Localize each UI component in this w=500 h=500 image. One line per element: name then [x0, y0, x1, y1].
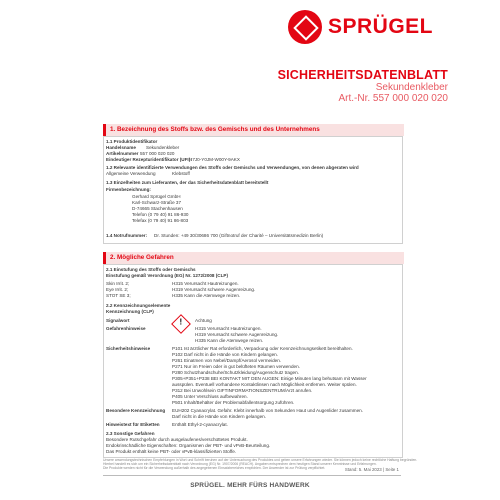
class-value: H319 Verursacht schwere Augenreizung. [172, 287, 256, 292]
special-value: EUH202 Cyanacrylat. Gefahr. Klebt innerhalb von Sekunden Haut und Augenlider zusammen. [172, 408, 364, 413]
s1-2-heading: 1.2 Relevante identifizierte Verwendungen des Stoffs oder Gemischs und Verwendungen, von denen abgeraten wird [106, 165, 359, 170]
precaution-line: ausspülen. Eventuell vorhandene Kontaktlinsen nach Möglichkeit entfernen. Weiter spülen. [172, 382, 357, 387]
supplier-line: Telefax (0 79 40) 91 86-803 [132, 218, 189, 223]
ufi-label: Eindeutiger Rezepturidentifikator (UFI): [106, 157, 192, 162]
section-2-title: 2. Mögliche Gefahren [110, 254, 174, 261]
signal-value: Achtung [195, 318, 212, 323]
precaution-line: P305+P351+P338 BEI KONTAKT MIT DEN AUGEN: Einige Minuten lang behutsam mit Wasser [172, 376, 367, 381]
use-label: Allgemeine Verwendung [106, 171, 156, 176]
footer-disclaimer: Hierbei handelt es sich um ein Sicherheitsdatenblatt nach Verordnung (EG) Nr. 1907/2006 (REACH). Angaben entsprechen dem heutigen Stand unserer Kenntnisse und Erfahrungen. [103, 462, 377, 466]
label-hint-label: Hinweistext für Etiketten [106, 422, 160, 427]
precaution-line: P280 Schutzhandschuhe/Schutzkleidung/Augenschutz tragen. [172, 370, 299, 375]
supplier-line: Karl-Schwarz-Straße 37 [132, 200, 182, 205]
other-hazard: Besondere Rutschgefahr durch ausgelaufenes/verschüttetes Produkt. [106, 437, 248, 442]
class-value: H335 Kann die Atemwege reizen. [172, 293, 241, 298]
s2-1-heading: 2.1 Einstufung des Stoffs oder Gemischs [106, 267, 196, 272]
ufi-value: H7J0-Y0JM-W00Y-9AKX [189, 157, 240, 162]
other-hazard: Das Produkt enthält keine PBT- oder vPvB-klassifizierten Stoffe. [106, 449, 237, 454]
s1-3-heading: 1.3 Einzelheiten zum Lieferanten, der das Sicherheitsdatenblatt bereitstellt [106, 180, 269, 185]
document-title: SICHERHEITSDATENBLATT [277, 68, 448, 82]
s2-1-subheading: Einstufung gemäß Verordnung (EG) Nr. 1272/2008 (CLP) [106, 273, 229, 278]
section-1-title: 1. Bezeichnung des Stoffs bzw. des Gemischs und des Unternehmens [110, 126, 320, 133]
precaution-line: P312 Bei Unwohlsein GIFTINFORMATIONSZENTRUM/Arzt anrufen. [172, 388, 313, 393]
hazard-statement: H335 Kann die Atemwege reizen. [195, 338, 264, 343]
precaution-line: P271 Nur im Freien oder in gut belüfteten Räumen verwenden. [172, 364, 300, 369]
brand-logo [288, 10, 433, 44]
s2-2-subheading: Kennzeichnung (CLP) [106, 309, 154, 314]
section-2-header [103, 252, 404, 264]
artikel-value: 557 000 020 020 [140, 151, 175, 156]
s2-3-heading: 2.3 Sonstige Gefahren [106, 431, 155, 436]
use-value: Klebstoff [172, 171, 190, 176]
brand-name: SPRÜGEL [328, 15, 434, 38]
hazard-statement: H319 Verursacht schwere Augenreizung. [195, 332, 279, 337]
section-1-header [103, 124, 404, 136]
article-number: Art.-Nr. 557 000 020 020 [338, 93, 448, 104]
footer-divider [103, 475, 401, 476]
document-header [278, 68, 448, 104]
class-key: Eye Irrit. 2; [106, 287, 129, 292]
supplier-line: D-74665 Stachenhausen [132, 206, 183, 211]
class-key: Skin Irrit. 2; [106, 281, 130, 286]
firma-label: Firmenbezeichnung: [106, 187, 151, 192]
product-name: Sekundenkleber [375, 82, 448, 93]
footer-slogan: SPRÜGEL. MEHR FÜRS HANDWERK [190, 482, 310, 489]
class-key: STOT SE 3; [106, 293, 131, 298]
special-label: Besondere Kennzeichnung [106, 408, 166, 413]
s2-2-heading: 2.2 Kennzeichnungselemente [106, 303, 171, 308]
hazard-statement: H315 Verursacht Hautreizungen. [195, 326, 262, 331]
precaution-line: P501 Inhalt/Behälter der Problemabfallentsorgung zuführen. [172, 400, 295, 405]
s1-1-heading: 1.1 Produktidentifikator [106, 139, 158, 144]
precaution-line: P261 Einatmen von Nebel/Dampf/Aerosol vermeiden. [172, 358, 282, 363]
precaution-line: P102 Darf nicht in die Hände von Kindern gelangen. [172, 352, 278, 357]
precaution-line: P405 Unter Verschluss aufbewahren. [172, 394, 248, 399]
precaution-label: Sicherheitshinweise [106, 346, 151, 351]
handelsname-value: Sekundenkleber [146, 145, 180, 150]
handelsname-label: Handelsname [106, 145, 136, 150]
artikel-label: Artikelnummer [106, 151, 139, 156]
footer-disclaimer: Unsere anwendungstechnischen Empfehlungen in Wort und Schrift beruhen auf der Untersuchung des Produktes und geben unsere Erfahrungen wieder. Sie können jedoch keine rechtliche Haftung begründen. [103, 458, 418, 462]
supplier-line: Gerhard Sprügel GmbH [132, 194, 181, 199]
emergency-label: 1.4 Notrufnummer: [106, 233, 148, 238]
footer-disclaimer: Die Produkte werden nicht für die Verwendung außerhalb des angegebenen Einsatzbereiches empfohlen. Der Anwender ist zur Prüfung verpflichtet. [103, 466, 326, 470]
emergency-value: Dr. Stunden: +49 30/30686 700 (Giftnotruf der Charité – Universitätsmedizin Berlin) [154, 233, 324, 238]
class-value: H315 Verursacht Hautreizungen. [172, 281, 239, 286]
precaution-line: P101 Ist ärztlicher Rat erforderlich, Verpackung oder Kennzeichnungsetikett bereithalten. [172, 346, 353, 351]
page-info: Stand: 5. Mai 2023 | Seite 1 [344, 467, 399, 472]
supplier-line: Telefon (0 79 40) 91 86-930 [132, 212, 189, 217]
signal-label: Signalwort [106, 318, 130, 323]
other-hazard: Endokrinschädliche Eigenschaften: Organismen der PBT- und vPvB-Beurteilung. [106, 443, 271, 448]
hazard-label: Gefahrenhinweise [106, 326, 146, 331]
label-hint-value: Enthält Ethyl-2-cyanacrylat. [172, 422, 228, 427]
special-value: Darf nicht in die Hände von Kindern gelangen. [172, 414, 266, 419]
sprugel-logo-icon [288, 10, 322, 44]
